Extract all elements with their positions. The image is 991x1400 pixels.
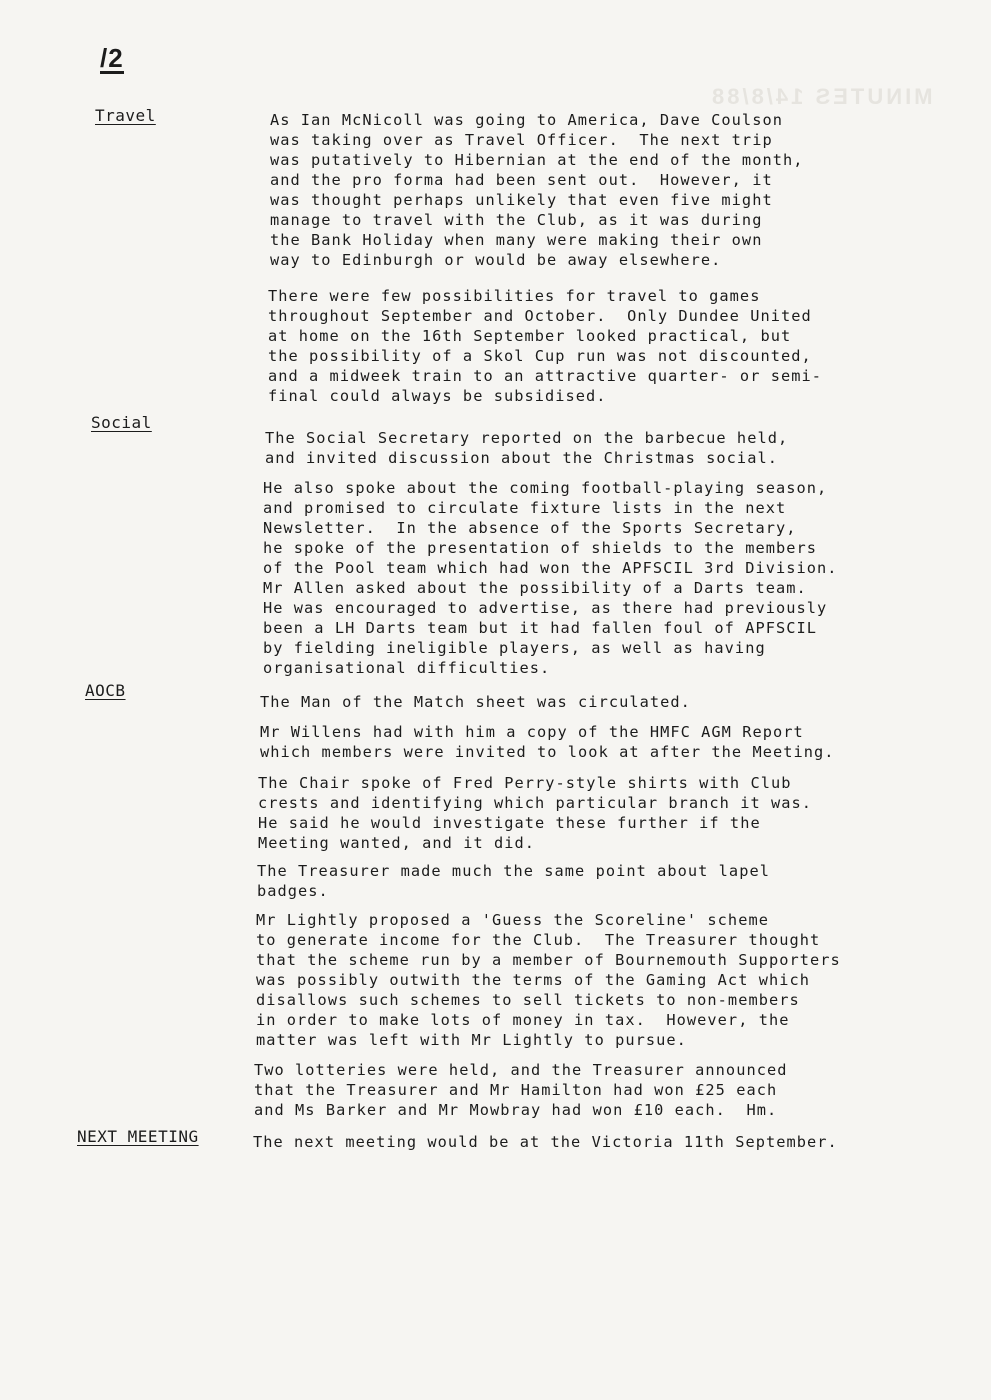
aocb-paragraph-2: Mr Willens had with him a copy of the HMFC AGM Report which members were invited to look at after the Meeting.	[260, 723, 835, 761]
section-heading-next-meeting: NEXT MEETING	[77, 1127, 199, 1146]
show-through-watermark: MINUTES 14/8/88	[709, 84, 933, 109]
social-paragraph-1: The Social Secretary reported on the barbecue held, and invited discussion about the Christmas social.	[265, 429, 789, 467]
aocb-paragraph-6: Two lotteries were held, and the Treasurer announced that the Treasurer and Mr Hamilton had won £25 each and Ms Barker and Mr Mowbray had won £10 each. Hm.	[254, 1061, 788, 1119]
aocb-paragraph-1: The Man of the Match sheet was circulated.	[260, 693, 691, 711]
aocb-paragraph-4: The Treasurer made much the same point about lapel badges.	[257, 862, 770, 900]
travel-paragraph-1: As Ian McNicoll was going to America, Dave Coulson was taking over as Travel Officer. The next trip was putatively to Hibernian at the end of the month, and the pro forma had been sent out. However, it was thought perhaps unlikely that even five might manage to travel with the Club, as it was during the Bank Holiday when many were making their own way to Edinburgh or would be away elsewhere.	[270, 111, 804, 269]
section-heading-travel: Travel	[95, 106, 156, 125]
section-heading-aocb: AOCB	[85, 681, 126, 700]
page-number: /2	[100, 43, 124, 73]
next-meeting-text: The next meeting would be at the Victoria 11th September.	[253, 1133, 838, 1151]
social-paragraph-2: He also spoke about the coming football-playing season, and promised to circulate fixture lists in the next Newsletter. In the absence of the Sports Secretary, he spoke of the presentation of shields to the members of the Pool team which had won the APFSCIL 3rd Division. Mr Allen asked about the possibility of a Darts team. He was encouraged to advertise, as there had previously been a LH Darts team but it had fallen foul of APFSCIL by fielding ineligible players, as well as having organisational difficulties.	[263, 479, 838, 677]
travel-paragraph-2: There were few possibilities for travel to games throughout September and October. Only Dundee United at home on the 16th September looked practical, but the possibility of a Skol Cup run was not discounted, and a midweek train to an attractive quarter- or semi- final could always be subsidised.	[268, 287, 823, 405]
aocb-paragraph-3: The Chair spoke of Fred Perry-style shirts with Club crests and identifying which particular branch it was. He said he would investigate these further if the Meeting wanted, and it did.	[258, 774, 813, 852]
aocb-paragraph-5: Mr Lightly proposed a 'Guess the Scoreline' scheme to generate income for the Club. The Treasurer thought that the scheme run by a member of Bournemouth Supporters was possibly outwith the terms of the Gaming Act which disallows such schemes to sell tickets to non-members in order to make lots of money in tax. However, the matter was left with Mr Lightly to pursue.	[256, 911, 841, 1049]
section-heading-social: Social	[91, 413, 152, 432]
